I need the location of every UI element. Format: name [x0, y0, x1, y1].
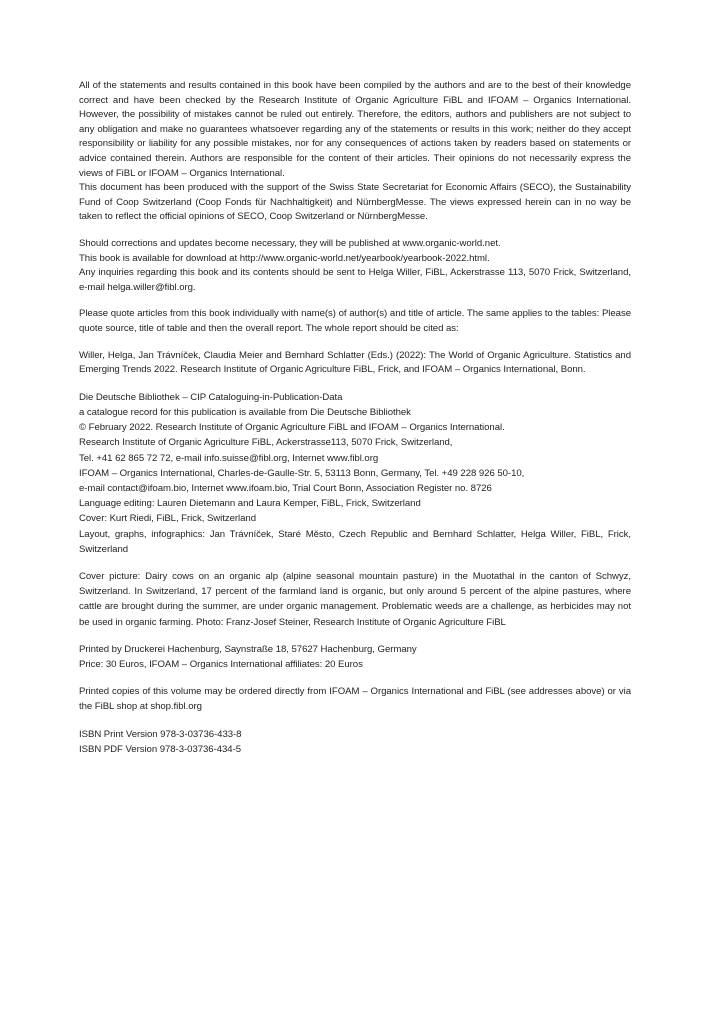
quote-instructions: Please quote articles from this book individually with name(s) of author(s) and title of article. The same applies to the tables: Please quote source, title of table and then the overall report. The whole report should be cited as:	[79, 308, 631, 334]
corrections-section	[79, 237, 631, 295]
cover-picture-caption: Cover picture: Dairy cows on an organic alp (alpine seasonal mountain pasture) in the Muotathal in the canton of Schwyz, Switzerland. In Switzerland, 17 percent of the farmland land is organic, but only around 5 percent of the alpine pastures, where cattle are brought during the summer, are under organic management. Problematic weeds are a challenge, as herbicides may not be used in organic farming. Photo: Franz-Josef Steiner, Research Institute of Organic Agriculture FiBL	[79, 570, 631, 628]
corrections-line: Should corrections and updates become necessary, they will be published at www.organic-world.net.	[79, 237, 501, 249]
disclaimer-section	[79, 79, 631, 225]
inquiries-paragraph: Any inquiries regarding this book and its contents should be sent to Helga Willer, FiBL, Ackerstrasse 113, 5070 Frick, Switzerland, e-mail helga.willer@fibl.org.	[79, 267, 631, 293]
fibl-address-line: Research Institute of Organic Agriculture FiBL, Ackerstrasse113, 5070 Frick, Switzerland,	[79, 437, 453, 449]
isbn-pdf: ISBN PDF Version 978-3-03736-434-5	[79, 743, 242, 755]
copyright-line: © February 2022. Research Institute of Organic Agriculture FiBL and IFOAM – Organics International.	[79, 422, 505, 434]
imprint-page	[79, 79, 631, 757]
cover-credit-line: Cover: Kurt Riedi, FiBL, Frick, Switzerland	[79, 513, 256, 525]
cover-picture-section	[79, 569, 631, 630]
quote-section	[79, 307, 631, 336]
isbn-print: ISBN Print Version 978-3-03736-433-8	[79, 728, 242, 740]
funding-paragraph: This document has been produced with the support of the Swiss State Secretariat for Economic Affairs (SECO), the Sustainability Fund of Coop Switzerland (Coop Fonds für Nachhaltigkeit) and NürnbergMesse. The views expressed herein can in no way be taken to reflect the official opinions of SECO, Coop Switzerland or NürnbergMesse.	[79, 182, 631, 223]
printer-line: Printed by Druckerei Hachenburg, Saynstraße 18, 57627 Hachenburg, Germany	[79, 643, 417, 655]
price-line: Price: 30 Euros, IFOAM – Organics International affiliates: 20 Euros	[79, 658, 363, 670]
cip-line: Die Deutsche Bibliothek – CIP Cataloguing-in-Publication-Data	[79, 391, 343, 403]
citation-section	[79, 349, 631, 378]
isbn-section	[79, 727, 631, 757]
disclaimer-paragraph: All of the statements and results contained in this book have been compiled by the authors and are to the best of their knowledge correct and have been checked by the Research Institute of Organic Agriculture FiBL and IFOAM – Organics International. However, the possibility of mistakes cannot be ruled out entirely. Therefore, the editors, authors and publishers are not subject to any obligation and make no guarantees whatsoever regarding any of the statements or results in this work; neither do they accept responsibility or liability for any possible mistakes, nor for any consequences of actions taken by readers based on statements or advice contained therein. Authors are responsible for the content of their articles. Their opinions do not necessarily express the views of FiBL or IFOAM – Organics International.	[79, 80, 631, 179]
layout-credit: Layout, graphs, infographics: Jan Trávníček, Staré Město, Czech Republic and Bernhard Schlatter, Helga Willer, FiBL, Frick, Switzerland	[79, 528, 631, 555]
language-editing-line: Language editing: Lauren Dietemann and Laura Kemper, FiBL, Frick, Switzerland	[79, 498, 421, 510]
ifoam-contact-line: e-mail contact@ifoam.bio, Internet www.ifoam.bio, Trial Court Bonn, Association Register no. 8726	[79, 482, 492, 494]
catalogue-record-line: a catalogue record for this publication is available from Die Deutsche Bibliothek	[79, 406, 411, 418]
fibl-contact-line: Tel. +41 62 865 72 72, e-mail info.suisse@fibl.org, Internet www.fibl.org	[79, 452, 379, 464]
ordering-section	[79, 684, 631, 714]
printing-section	[79, 642, 631, 672]
download-line: This book is available for download at http://www.organic-world.net/yearbook/yearbook-2022.html.	[79, 252, 490, 264]
ordering-text: Printed copies of this volume may be ordered directly from IFOAM – Organics International and FiBL (see addresses above) or via the FiBL shop at shop.fibl.org	[79, 686, 631, 713]
cataloguing-section	[79, 390, 631, 557]
citation-text: Willer, Helga, Jan Trávníček, Claudia Meier and Bernhard Schlatter (Eds.) (2022): The World of Organic Agriculture. Statistics and Emerging Trends 2022. Research Institute of Organic Agriculture FiBL, Frick, and IFOAM – Organics International, Bonn.	[79, 349, 631, 376]
ifoam-address-line: IFOAM – Organics International, Charles-de-Gaulle-Str. 5, 53113 Bonn, Germany, Tel. +49 228 926 50-10,	[79, 467, 525, 479]
